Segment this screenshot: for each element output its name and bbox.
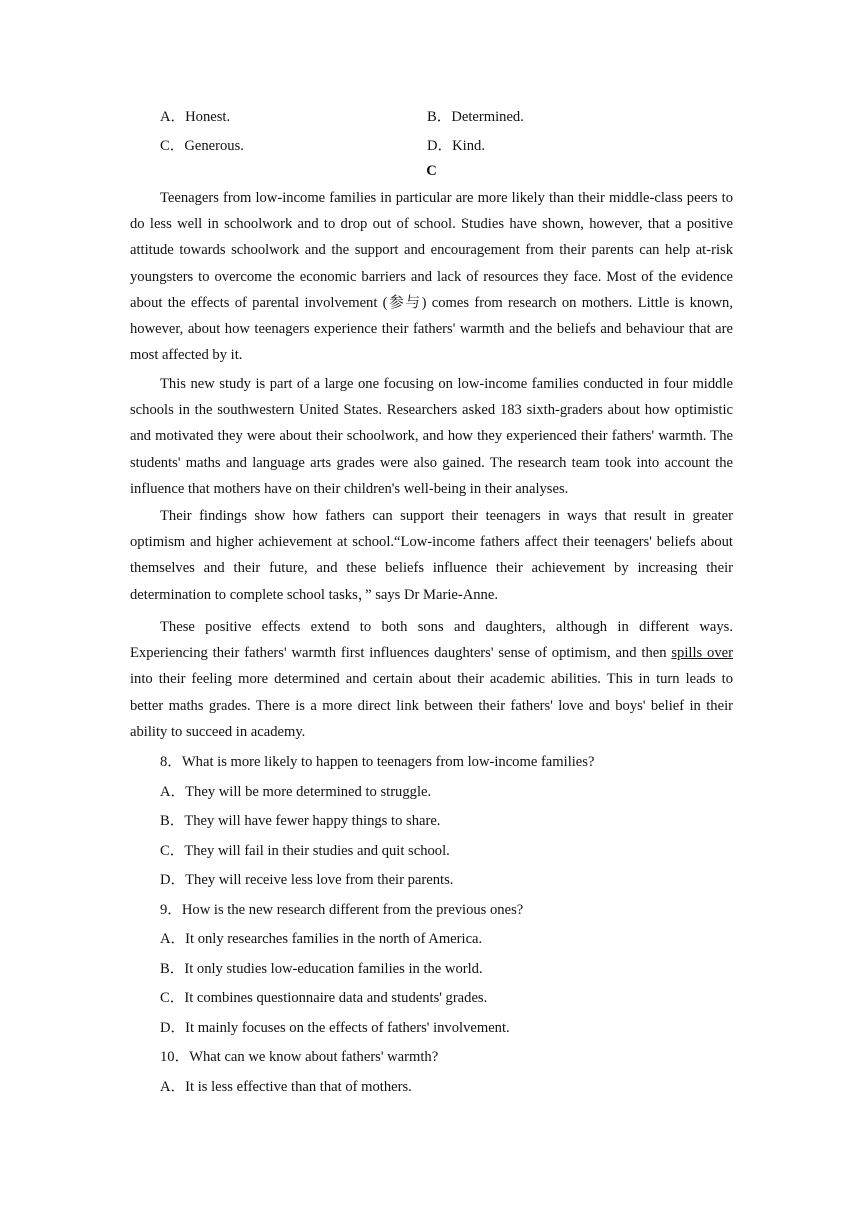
question-8-option-b[interactable]: B．They will have fewer happy things to share. (160, 813, 441, 829)
question-9-option-c[interactable]: C．It combines questionnaire data and students' grades. (160, 990, 488, 1006)
question-9-option-b[interactable]: B．It only studies low-education families in the world. (160, 961, 483, 977)
passage-paragraph-2: This new study is part of a large one focusing on low-income families conducted in four middle schools in the southwestern United States. Researchers asked 183 sixth-graders about how optimistic and motivated they were about their schoolwork, and how they experienced their fathers' warmth. The students' maths and language arts grades were also gained. The research team took into account the influence that mothers have on their children's well-being in their analyses. (130, 376, 733, 497)
question-10-option-a[interactable]: A．It is less effective than that of mothers. (160, 1079, 412, 1095)
previous-question-options-row-2 (160, 134, 733, 155)
option-b: B．Determined. (427, 109, 524, 125)
question-8-option-c[interactable]: C．They will fail in their studies and quit school. (160, 843, 450, 859)
question-8-stem: 8．What is more likely to happen to teenagers from low-income families? (160, 754, 595, 770)
section-heading: C (426, 163, 437, 179)
question-8-option-d[interactable]: D．They will receive less love from their parents. (160, 872, 454, 888)
underlined-phrase: spills over (671, 645, 733, 662)
passage-paragraph-4 (130, 614, 733, 745)
option-a: A．Honest. (160, 109, 231, 125)
question-8-option-a[interactable]: A．They will be more determined to struggle. (160, 784, 432, 800)
paragraph-4-text-start: These positive effects extend to both sons and daughters, although in different ways. Experiencing their fathers' warmth first influences daughters' sense of optimism, and then (130, 619, 733, 662)
previous-question-options-row-1 (160, 105, 733, 126)
option-d: D．Kind. (427, 138, 485, 154)
question-9-option-a[interactable]: A．It only researches families in the north of America. (160, 931, 483, 947)
passage-paragraph-3: Their findings show how fathers can support their teenagers in ways that result in greater optimism and higher achievement at school.“Low-income fathers affect their teenagers' beliefs about themselves and their future, and these beliefs influence their achievement by increasing their determination to complete school tasks，” says Dr Marie-Anne. (130, 508, 733, 603)
question-9-option-d[interactable]: D．It mainly focuses on the effects of fathers' involvement. (160, 1020, 510, 1036)
question-9-stem: 9．How is the new research different from the previous ones? (160, 902, 524, 918)
option-c: C．Generous. (160, 138, 244, 154)
passage-paragraph-1: Teenagers from low-income families in particular are more likely than their middle-class peers to do less well in schoolwork and to drop out of school. Studies have shown, however, that a positive attitude towards schoolwork and the support and encouragement from their parents can help at-risk youngsters to overcome the economic barriers and lack of resources they face. Most of the evidence about the effects of parental involvement (参与) comes from research on mothers. Little is known, however, about how teenagers experience their fathers' warmth and the beliefs and behaviour that are most affected by it. (130, 190, 733, 364)
question-10-stem: 10．What can we know about fathers' warmth? (160, 1049, 439, 1065)
paragraph-4-text-end: into their feeling more determined and certain about their academic abilities. This in turn leads to better maths grades. There is a more direct link between their fathers' love and boys' belief in their ability to succeed in academy. (130, 671, 733, 740)
